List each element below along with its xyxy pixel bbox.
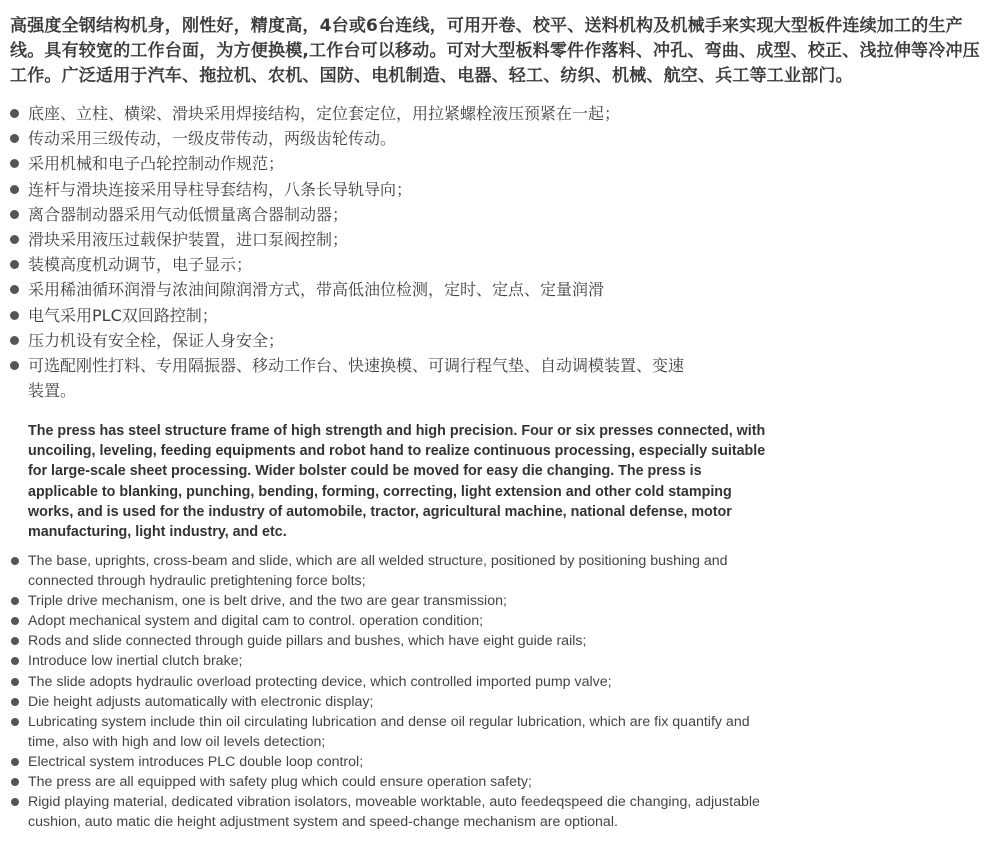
bullet-icon <box>10 361 19 370</box>
cn-feature-text: 电气采用PLC双回路控制； <box>28 305 218 325</box>
bullet-icon <box>11 778 19 786</box>
cn-feature-text: 可选配刚性打料、专用隔振器、移动工作台、快速换模、可调行程气垫、自动调模装置、变速装置。 <box>28 356 685 401</box>
en-feature-list <box>10 551 770 832</box>
cn-feature-text: 压力机设有安全栓，保证人身安全； <box>28 330 285 350</box>
en-feature-item <box>10 792 770 832</box>
bullet-icon <box>10 285 19 294</box>
cn-feature-item <box>8 126 708 151</box>
cn-feature-item <box>8 328 708 353</box>
en-feature-item <box>10 551 770 591</box>
en-feature-item <box>10 651 770 671</box>
cn-feature-text: 装模高度机动调节，电子显示； <box>28 255 253 275</box>
cn-feature-text: 滑块采用液压过载保护装置，进口泵阀控制； <box>28 230 349 250</box>
bullet-icon <box>10 185 19 194</box>
en-feature-text: Introduce low inertial clutch brake; <box>28 653 243 670</box>
bullet-icon <box>10 311 19 320</box>
bullet-icon <box>10 336 19 345</box>
bullet-icon <box>11 798 19 806</box>
cn-feature-item <box>8 227 708 252</box>
cn-feature-item <box>8 101 708 126</box>
cn-feature-item <box>8 277 708 302</box>
bullet-icon <box>10 134 19 143</box>
en-feature-item <box>10 611 770 631</box>
cn-intro-paragraph: 高强度全钢结构机身，刚性好，精度高，4台或6台连线，可用开卷、校平、送料机构及机械手来实现大型板件连续加工的生产线。具有较宽的工作台面，为方便换模,工作台可以移动。可对大型板料零件作落料、冲孔、弯曲、成型、校正、浅拉伸等冷冲压工作。广泛适用于汽车、拖拉机、农机、国防、电机制造、电器、轻工、纺织、机械、航空、兵工等工业部门。 <box>10 16 980 86</box>
cn-feature-item <box>8 303 708 328</box>
en-feature-text: Lubricating system include thin oil circulating lubrication and dense oil regular lubrication, which are fix quantify and time, also with high and low oil levels detection; <box>28 713 750 750</box>
bullet-icon <box>10 109 19 118</box>
en-feature-item <box>10 692 770 712</box>
cn-feature-text: 底座、立柱、横梁、滑块采用焊接结构，定位套定位，用拉紧螺栓液压预紧在一起； <box>28 104 621 123</box>
bullet-icon <box>11 557 19 565</box>
bullet-icon <box>11 758 19 766</box>
en-feature-text: Adopt mechanical system and digital cam to control. operation condition; <box>28 613 484 630</box>
en-feature-item <box>10 591 770 611</box>
bullet-icon <box>10 210 19 219</box>
cn-feature-item <box>8 151 708 176</box>
en-feature-item <box>10 672 770 692</box>
bullet-icon <box>11 718 19 726</box>
cn-feature-text: 采用稀油循环润滑与浓油间隙润滑方式，带高低油位检测，定时、定点、定量润滑 <box>28 280 605 300</box>
en-feature-item <box>10 772 770 792</box>
en-feature-text: Rods and slide connected through guide pillars and bushes, which have eight guide rails; <box>28 633 587 650</box>
en-feature-item <box>10 752 770 772</box>
bullet-icon <box>11 617 19 625</box>
bullet-icon <box>10 235 19 244</box>
bullet-icon <box>11 698 19 706</box>
en-intro-paragraph: The press has steel structure frame of high strength and high precision. Four or six presses connected, with uncoiling, leveling, feeding equipments and robot hand to realize continuous processing, especially suitable for large-scale sheet processing. Wider bolster could be moved for easy die changing. The press is applicable to blanking, punching, bending, forming, correcting, light extension and other cold stamping works, and is used for the industry of automobile, tractor, agricultural machine, national defense, motor manufacturing, light industry, and etc. <box>28 423 766 541</box>
cn-feature-item <box>8 177 708 202</box>
bullet-icon <box>10 260 19 269</box>
cn-feature-item <box>8 202 708 227</box>
en-feature-item <box>10 631 770 651</box>
cn-feature-item <box>8 252 708 277</box>
bullet-icon <box>11 657 19 665</box>
cn-feature-text: 离合器制动器采用气动低惯量离合器制动器； <box>28 204 349 224</box>
bullet-icon <box>11 597 19 605</box>
bullet-icon <box>11 637 19 645</box>
en-feature-text: Triple drive mechanism, one is belt drive, and the two are gear transmission; <box>28 593 507 610</box>
bullet-icon <box>11 678 19 686</box>
cn-feature-list <box>8 101 708 403</box>
cn-feature-item <box>8 353 688 403</box>
bullet-icon <box>10 159 19 168</box>
en-feature-text: The slide adopts hydraulic overload protecting device, which controlled imported pump valve; <box>28 673 612 690</box>
en-feature-text: The press are all equipped with safety plug which could ensure operation safety; <box>28 774 532 791</box>
en-feature-text: The base, uprights, cross-beam and slide, which are all welded structure, positioned by positioning bushing and connected through hydraulic pretightening force bolts; <box>28 553 728 590</box>
en-feature-text: Die height adjusts automatically with electronic display; <box>28 693 374 710</box>
en-feature-item <box>10 712 770 752</box>
cn-feature-text: 连杆与滑块连接采用导柱导套结构，八条长导轨导向； <box>28 179 413 199</box>
cn-feature-text: 传动采用三级传动，一级皮带传动，两级齿轮传动。 <box>28 129 397 149</box>
cn-feature-text: 采用机械和电子凸轮控制动作规范； <box>28 154 285 174</box>
en-feature-text: Electrical system introduces PLC double loop control; <box>28 753 364 770</box>
en-feature-text: Rigid playing material, dedicated vibration isolators, moveable worktable, auto feedeqspeed die changing, adjustable cushion, auto matic die height adjustment system and speed-change mechanism are optional. <box>28 794 760 831</box>
